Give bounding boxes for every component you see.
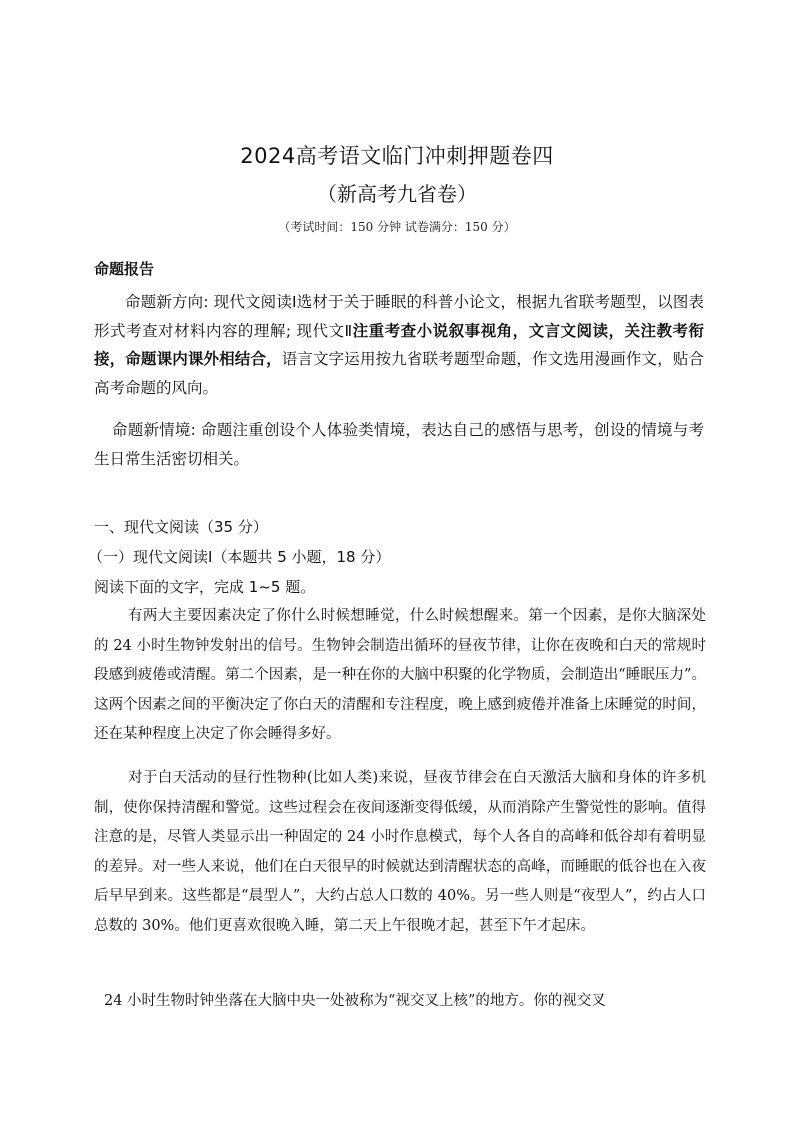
reading-paragraph-3: 24 小时生物时钟坐落在大脑中央一处被称为“视交叉上核”的地方。你的视交叉 xyxy=(104,993,606,1009)
subsection-heading: （一）现代文阅读Ⅰ（本题共 5 小题，18 分） xyxy=(88,548,391,566)
reading-paragraph-2: 对于白天活动的昼行性物种(比如人类)来说，昼夜节律会在白天激活大脑和身体的许多机制，使你保持清醒和警觉。这些过程会在夜间逐渐变得低缓，从而消除产生警觉性的影响。值得注意的是，尽管人类显示出一种固定的 24 小时作息模式，每个人各自的高峰和低谷却有着明显的差异。对一些人来说，他们在白天很早的时候就达到清醒状态的高峰，而睡眠的低谷也在入夜后早早到来。这些都是“晨型人”，大约占总人口数的 40%。另一些人则是“夜型人”，约占人口总数的 30%。他们更喜欢很晚入睡，第二天上午很晚才起，甚至下午才起床。 xyxy=(94,770,706,934)
reading-paragraph-1: 有两大主要因素决定了你什么时候想睡觉，什么时候想醒来。第一个因素，是你大脑深处的 24 小时生物钟发射出的信号。生物钟会制造出循环的昼夜节律，让你在夜晚和白天的常规时段感到疲倦或清醒。第二个因素，是一种在你的大脑中积聚的化学物质，会制造出“睡眠压力”。这两个因素之间的平衡决定了你白天的清醒和专注程度，晚上感到疲倦并准备上床睡觉的时间，还在某种程度上决定了你会睡得多好。 xyxy=(94,608,706,742)
report-label: 命题报告 xyxy=(94,260,155,278)
reading-instruction: 阅读下面的文字，完成 1~5 题。 xyxy=(94,578,316,596)
report-direction-part-3: 语言文字运用按九省联考题型命题，作文选用漫画作文，贴合高考命题的风向。 xyxy=(94,350,704,397)
report-paragraph-direction xyxy=(94,288,704,402)
page-subtitle: （新高考九省卷） xyxy=(317,182,477,206)
exam-info: （考试时间：150 分钟 试卷满分：150 分） xyxy=(278,220,516,234)
page-title: 2024高考语文临门冲刺押题卷四 xyxy=(240,144,554,168)
report-direction-part-1: 命题新方向: 现代文阅读Ⅰ选材于关于睡眠的科普小论文，根据九省联考题型，以图表形式考查对材料内容的理解; 现代文Ⅱ xyxy=(94,293,704,340)
section-heading: 一、现代文阅读（35 分） xyxy=(94,518,268,536)
report-direction-part-2: 注重考查小说叙事视角，文言文阅读，关注教考衔接，命题课内课外相结合， xyxy=(94,321,704,368)
report-paragraph-context: 命题新情境: 命题注重创设个人体验类情境，表达自己的感悟与思考，创设的情境与考生日常生活密切相关。 xyxy=(94,421,704,468)
